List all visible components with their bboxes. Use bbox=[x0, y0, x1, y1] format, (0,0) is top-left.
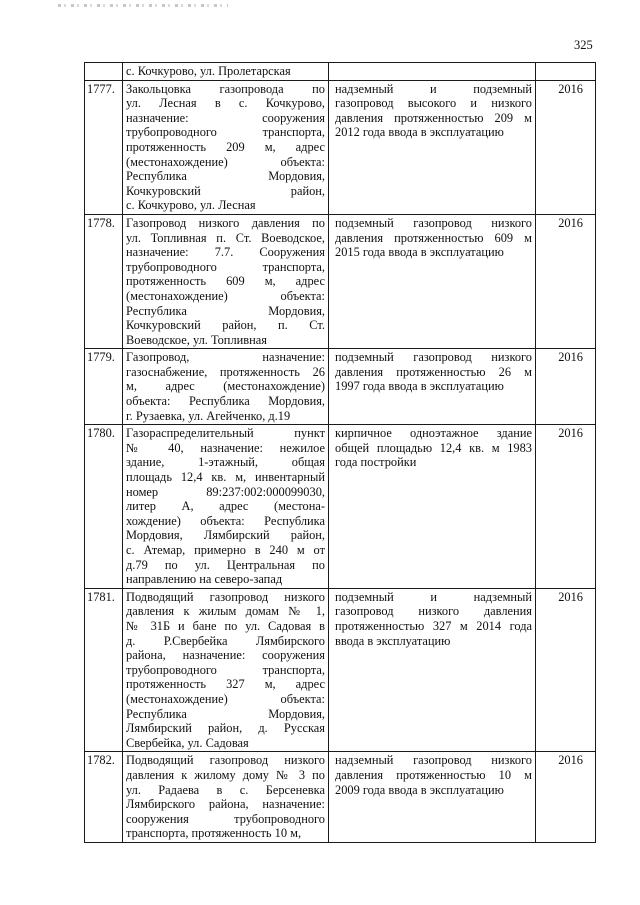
year-cell bbox=[536, 63, 596, 81]
object-characteristics-line: протяженностью 327 м 2014 года bbox=[335, 618, 532, 633]
row-number: 1781. bbox=[85, 588, 123, 752]
object-description-line: направлению на северо-запад bbox=[126, 572, 283, 587]
object-description-line: Республика Мордовия, bbox=[126, 706, 325, 721]
registry-table bbox=[84, 62, 596, 843]
object-description-line: Лямбирский район, д. Русская bbox=[126, 721, 325, 736]
object-description-line: ул. Топливная п. Ст. Воеводское, bbox=[126, 230, 325, 245]
object-description-line: (местонахождение) объекта: bbox=[126, 691, 325, 706]
object-description-line: с. Кочкурово, ул. Лесная bbox=[126, 198, 256, 213]
page-number: 325 bbox=[574, 38, 593, 52]
table-row bbox=[85, 214, 596, 348]
object-characteristics-line: надземный и подземный bbox=[335, 81, 532, 96]
object-description-line: трубопроводного транспорта, bbox=[126, 259, 325, 274]
object-description-line: Газопровод, назначение: bbox=[126, 350, 325, 365]
table-row bbox=[85, 588, 596, 752]
object-characteristics-line: 2012 года ввода в эксплуатацию bbox=[335, 125, 504, 140]
object-characteristics-line: подземный газопровод низкого bbox=[335, 215, 532, 230]
object-characteristics-line: 2009 года ввода в эксплуатацию bbox=[335, 782, 504, 797]
object-characteristics-line: общей площадью 12,4 кв. м 1983 bbox=[335, 440, 532, 455]
object-characteristics-line: давления протяженностью 609 м bbox=[335, 230, 532, 245]
table-row bbox=[85, 349, 596, 425]
object-characteristics-line: 2015 года ввода в эксплуатацию bbox=[335, 245, 504, 260]
object-description-line: Республика Мордовия, bbox=[126, 169, 325, 184]
object-characteristics bbox=[329, 752, 536, 843]
object-description-line: объекта: Республика Мордовия, bbox=[126, 394, 325, 409]
object-description-line: Подводящий газопровод низкого bbox=[126, 753, 325, 768]
object-characteristics-line: ввода в эксплуатацию bbox=[335, 633, 451, 648]
registry-table-body bbox=[85, 63, 596, 843]
object-description-line: газоснабжение, протяженность 26 bbox=[126, 364, 325, 379]
object-characteristics-line: года постройки bbox=[335, 455, 417, 470]
object-characteristics-line: давления протяженностью 209 м bbox=[335, 110, 532, 125]
table-row bbox=[85, 425, 596, 589]
object-characteristics bbox=[329, 588, 536, 752]
object-description-line: литер А, адрес (местона- bbox=[126, 499, 325, 514]
object-description-line: Лямбирского района, назначение: bbox=[126, 797, 325, 812]
year-cell: 2016 bbox=[536, 214, 596, 348]
object-characteristics-line: давления протяженностью 26 м bbox=[335, 364, 532, 379]
object-description-line: г. Рузаевка, ул. Агейченко, д.19 bbox=[126, 408, 291, 423]
object-description-line: м, адрес (местонахождение) bbox=[126, 379, 325, 394]
object-description-line: назначение: сооружения bbox=[126, 110, 325, 125]
object-description-line: (местонахождение) объекта: bbox=[126, 288, 325, 303]
table-row bbox=[85, 63, 596, 81]
object-description-line: района, назначение: сооружения bbox=[126, 648, 325, 663]
object-characteristics bbox=[329, 214, 536, 348]
object-characteristics bbox=[329, 63, 536, 81]
object-description-line: номер 89:237:002:000099030, bbox=[126, 484, 325, 499]
table-row bbox=[85, 80, 596, 214]
object-description-line: сооружения трубопроводного bbox=[126, 811, 325, 826]
object-description-line: ул. Радаева в с. Берсеневка bbox=[126, 782, 325, 797]
scan-noise bbox=[58, 4, 228, 7]
object-description-line: Свербейка, ул. Садовая bbox=[126, 735, 249, 750]
object-description-line: площадь 12,4 кв. м, инвентарный bbox=[126, 470, 325, 485]
object-characteristics bbox=[329, 425, 536, 589]
row-number: 1778. bbox=[85, 214, 123, 348]
object-description-line: д. Р.Свербейка Лямбирского bbox=[126, 633, 325, 648]
row-number: 1782. bbox=[85, 752, 123, 843]
object-description-line: Газопровод низкого давления по bbox=[126, 215, 325, 230]
object-description-line: трубопроводного транспорта, bbox=[126, 125, 325, 140]
year-cell: 2016 bbox=[536, 80, 596, 214]
object-description-line: трубопроводного транспорта, bbox=[126, 662, 325, 677]
object-description bbox=[123, 425, 329, 589]
object-description-line: (местонахождение) объекта: bbox=[126, 154, 325, 169]
object-characteristics-line: подземный и надземный bbox=[335, 589, 532, 604]
object-description-line: протяженность 609 м, адрес bbox=[126, 274, 325, 289]
year-cell: 2016 bbox=[536, 349, 596, 425]
object-description-line: транспорта, протяженность 10 м, bbox=[126, 826, 302, 841]
object-description-line: Воеводское, ул. Топливная bbox=[126, 332, 267, 347]
object-description-line: здание, 1-этажный, общая bbox=[126, 455, 325, 470]
object-description-line: протяженность 209 м, адрес bbox=[126, 139, 325, 154]
object-characteristics-line: газопровод низкого давления bbox=[335, 604, 532, 619]
object-description bbox=[123, 80, 329, 214]
object-characteristics bbox=[329, 349, 536, 425]
year-cell: 2016 bbox=[536, 752, 596, 843]
object-characteristics-line: давления протяженностью 10 м bbox=[335, 767, 532, 782]
object-description-line: № 40, назначение: нежилое bbox=[126, 440, 325, 455]
object-description bbox=[123, 752, 329, 843]
row-number bbox=[85, 63, 123, 81]
object-description-line: хождение) объекта: Республика bbox=[126, 513, 325, 528]
row-number: 1779. bbox=[85, 349, 123, 425]
object-description-line: Закольцовка газопровода по bbox=[126, 81, 325, 96]
object-description-line: давления к жилому дому № 3 по bbox=[126, 767, 325, 782]
object-description bbox=[123, 63, 329, 81]
object-description-line: ул. Лесная в с. Кочкурово, bbox=[126, 96, 325, 111]
object-characteristics-line: 1997 года ввода в эксплуатацию bbox=[335, 379, 504, 394]
table-row bbox=[85, 752, 596, 843]
object-description-line: Кочкуровский район, bbox=[126, 183, 325, 198]
object-characteristics-line: кирпичное одноэтажное здание bbox=[335, 426, 532, 441]
object-characteristics-line: подземный газопровод низкого bbox=[335, 350, 532, 365]
object-characteristics bbox=[329, 80, 536, 214]
object-description-line: с. Кочкурово, ул. Пролетарская bbox=[126, 64, 291, 78]
object-description bbox=[123, 588, 329, 752]
object-description-line: Мордовия, Лямбирский район, bbox=[126, 528, 325, 543]
object-description-line: давления к жилым домам № 1, bbox=[126, 604, 325, 619]
object-description bbox=[123, 349, 329, 425]
year-cell: 2016 bbox=[536, 425, 596, 589]
object-description-line: Подводящий газопровод низкого bbox=[126, 589, 325, 604]
object-description bbox=[123, 214, 329, 348]
object-description-line: д.79 по ул. Центральная по bbox=[126, 557, 325, 572]
object-characteristics-line: надземный газопровод низкого bbox=[335, 753, 532, 768]
object-description-line: с. Атемар, примерно в 240 м от bbox=[126, 543, 325, 557]
year-cell: 2016 bbox=[536, 588, 596, 752]
object-description-line: Газораспределительный пункт bbox=[126, 426, 325, 441]
object-description-line: Республика Мордовия, bbox=[126, 303, 325, 318]
row-number: 1780. bbox=[85, 425, 123, 589]
object-description-line: назначение: 7.7. Сооружения bbox=[126, 245, 325, 260]
object-description-line: № 31Б и бане по ул. Садовая в bbox=[126, 618, 325, 633]
object-characteristics-line: газопровод высокого и низкого bbox=[335, 96, 532, 111]
object-description-line: протяженность 327 м, адрес bbox=[126, 677, 325, 692]
object-description-line: Кочкуровский район, п. Ст. bbox=[126, 318, 325, 333]
row-number: 1777. bbox=[85, 80, 123, 214]
